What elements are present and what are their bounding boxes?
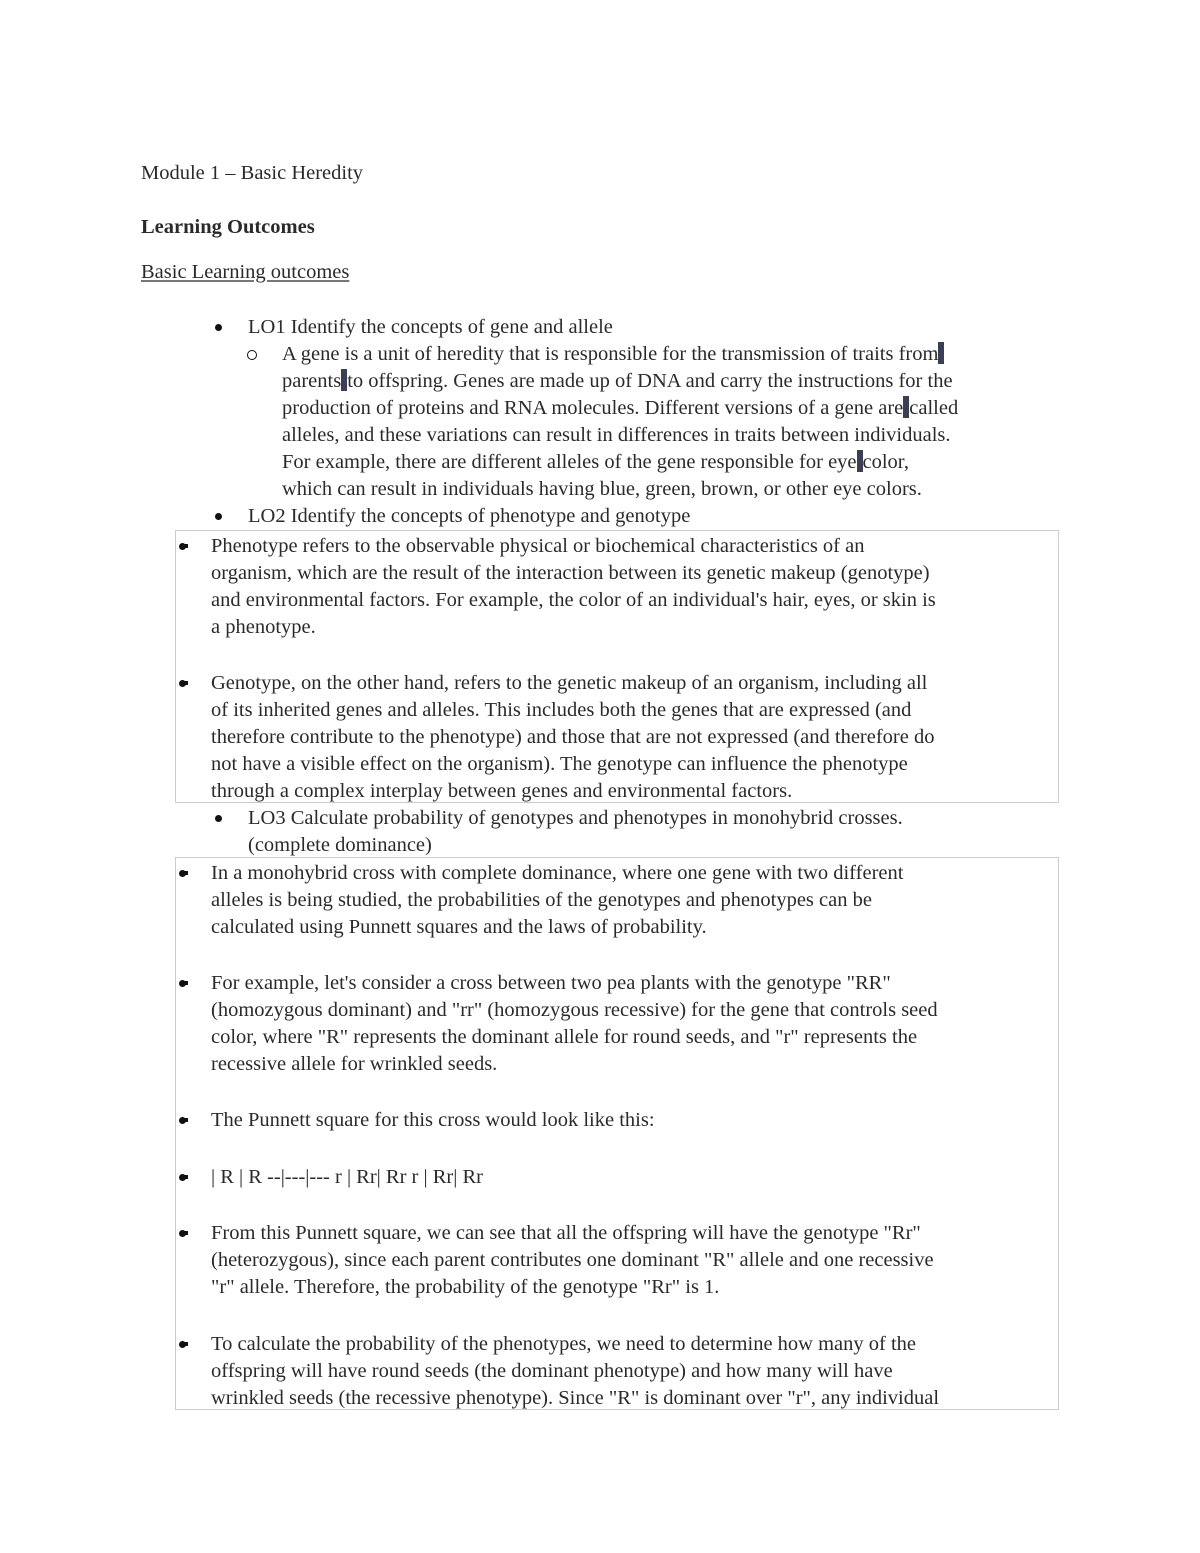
lo2-label: LO2 Identify the concepts of phenotype and genotype [248, 505, 691, 527]
text-line: (complete dominance) [248, 834, 432, 856]
text-line: color, where "R" represents the dominant allele for round seeds, and "r" represents the [211, 1026, 918, 1048]
text-line: A gene is a unit of heredity that is responsible for the transmission of traits from [282, 343, 939, 365]
text-line: In a monohybrid cross with complete dominance, where one gene with two different [211, 862, 904, 884]
text-line: organism, which are the result of the interaction between its genetic makeup (genotype) [211, 562, 930, 584]
text-line: The Punnett square for this cross would look like this: [211, 1109, 655, 1131]
bullet-icon [179, 543, 186, 550]
bullet-icon [179, 980, 186, 987]
cursor-marker [938, 342, 944, 364]
text-line: alleles is being studied, the probabilities of the genotypes and phenotypes can be [211, 889, 872, 911]
text-line: therefore contribute to the phenotype) and those that are not expressed (and therefore do [211, 726, 935, 748]
hollow-bullet-icon [247, 350, 257, 360]
text-line: production of proteins and RNA molecules. Different versions of a gene are [282, 397, 904, 419]
text-line: (heterozygous), since each parent contributes one dominant "R" allele and one recessive [211, 1249, 934, 1271]
text-line: parents [282, 370, 342, 392]
text-line: through a complex interplay between genes and environmental factors. [211, 780, 793, 802]
text-line: alleles, and these variations can result in differences in traits between individuals. [282, 424, 951, 446]
bullet-icon [179, 870, 186, 877]
text-line: not have a visible effect on the organism). The genotype can influence the phenotype [211, 753, 908, 775]
punnett-square-text: | R | R --|---|--- r | Rr| Rr r | Rr| Rr [211, 1166, 483, 1188]
section-heading: Learning Outcomes [141, 216, 315, 238]
bullet-icon [179, 1341, 186, 1348]
text-line: and environmental factors. For example, the color of an individual's hair, eyes, or skin is [211, 589, 936, 611]
text-line: "r" allele. Therefore, the probability of the genotype "Rr" is 1. [211, 1276, 720, 1298]
bullet-icon [179, 1230, 186, 1237]
lo3-content-box [175, 857, 1059, 1410]
text-line: From this Punnett square, we can see that all the offspring will have the genotype "Rr" [211, 1222, 921, 1244]
text-line: For example, there are different alleles of the gene responsible for eye [282, 451, 857, 473]
text-line: recessive allele for wrinkled seeds. [211, 1053, 498, 1075]
text-line: color, [862, 451, 909, 473]
text-line: Genotype, on the other hand, refers to the genetic makeup of an organism, including all [211, 672, 928, 694]
lo2-content-box [175, 530, 1059, 803]
text-line: called [909, 397, 959, 419]
lo1-label: LO1 Identify the concepts of gene and allele [248, 316, 613, 338]
text-line: To calculate the probability of the phenotypes, we need to determine how many of the [211, 1333, 917, 1355]
bullet-icon [179, 1117, 186, 1124]
text-line: wrinkled seeds (the recessive phenotype). Since "R" is dominant over "r", any individual [211, 1387, 940, 1409]
text-line: For example, let's consider a cross between two pea plants with the genotype "RR" [211, 972, 891, 994]
text-line: LO3 Calculate probability of genotypes and phenotypes in monohybrid crosses. [248, 807, 903, 829]
bullet-icon [179, 1174, 186, 1181]
lo1-detail-text [282, 341, 1067, 503]
text-line: to offspring. Genes are made up of DNA and carry the instructions for the [347, 370, 953, 392]
text-line: which can result in individuals having blue, green, brown, or other eye colors. [282, 478, 922, 500]
text-line: Phenotype refers to the observable physical or biochemical characteristics of an [211, 535, 865, 557]
text-line: a phenotype. [211, 616, 316, 638]
text-line: of its inherited genes and alleles. This includes both the genes that are expressed (and [211, 699, 912, 721]
bullet-icon [179, 680, 186, 687]
subsection-heading: Basic Learning outcomes [141, 261, 350, 283]
text-line: calculated using Punnett squares and the laws of probability. [211, 916, 707, 938]
lo3-label [248, 805, 903, 859]
document-title: Module 1 – Basic Heredity [141, 162, 364, 184]
text-line: (homozygous dominant) and "rr" (homozygous recessive) for the gene that controls seed [211, 999, 938, 1021]
text-line: offspring will have round seeds (the dominant phenotype) and how many will have [211, 1360, 893, 1382]
